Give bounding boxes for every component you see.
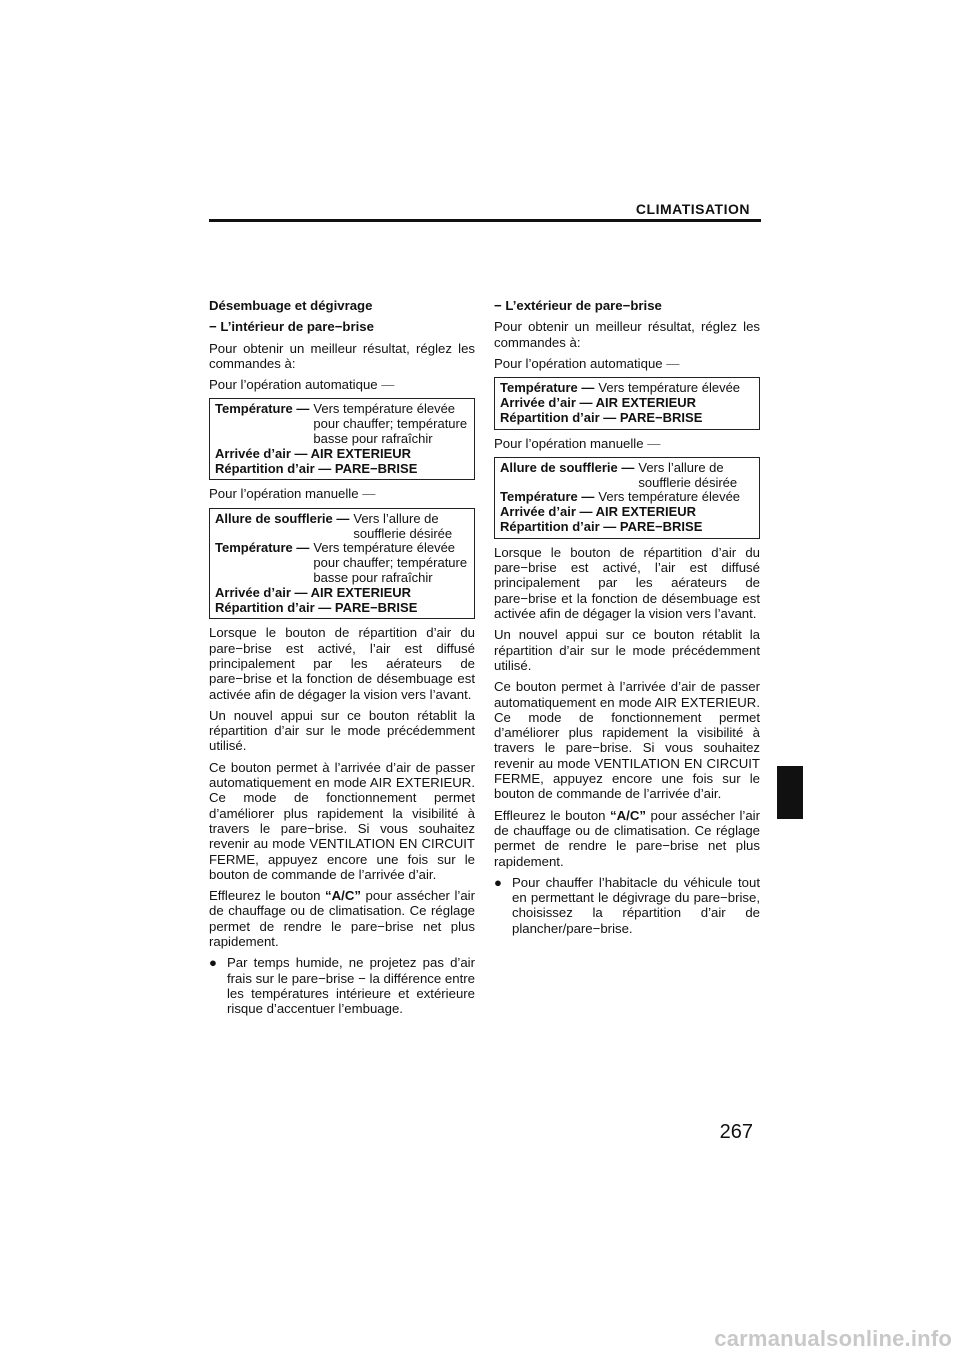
bullet-note: ● Par temps humide, ne projetez pas d’air frais sur le pare−brise − la différence entre les températures intérieure et extérieure risque d’accentuer l’embuage. — [209, 955, 475, 1017]
manual-operation-label: Pour l’opération manuelle — — [494, 435, 661, 451]
paragraph: Ce bouton permet à l’arrivée d’air de passer automatiquement en mode AIR EXTERIEUR. Ce mode de fonctionnement permet d’améliorer plus rapidement la visibilité à travers le pare−brise. Si vous souhaitez revenir au mode VENTILATION EN CIRCUIT FERME, appuyez encore une fois sur le bouton de commande de l’arrivée d’air. — [494, 679, 760, 802]
blower-value: Vers l’allure de soufflerie désirée — [638, 459, 738, 490]
temperature-label: Température — — [500, 489, 595, 505]
ac-button-label: “A/C” — [325, 888, 361, 904]
temperature-label: Température — — [215, 401, 310, 417]
air-distribution-setting: Répartition d’air — PARE−BRISE — [500, 519, 703, 535]
temperature-label: Température — — [500, 380, 595, 396]
bullet-note: ● Pour chauffer l’habitacle du véhicule tout en permettant le dégivrage du pare−brise, choisissez la répartition d’air de plancher/pare−brise. — [494, 874, 760, 936]
bullet-icon: ● — [209, 955, 217, 971]
section-title: CLIMATISATION — [635, 201, 750, 217]
auto-operation-label: Pour l’opération automatique — — [494, 355, 680, 371]
air-intake-setting: Arrivée d’air — AIR EXTERIEUR — [500, 394, 697, 410]
paragraph: Effleurez le bouton “A/C” pour assécher l’air de chauffage ou de climatisation. Ce réglage permet de rendre le pare−brise net plus rapidement. — [209, 888, 476, 949]
blower-value: Vers l’allure de soufflerie désirée — [353, 510, 453, 541]
paragraph: Effleurez le bouton “A/C” pour assécher l’air de chauffage ou de climatisation. Ce réglage permet de rendre le pare−brise net plus rapidement. — [494, 807, 761, 869]
blower-label: Allure de soufflerie — — [500, 459, 635, 475]
air-distribution-setting: Répartition d’air — PARE−BRISE — [215, 599, 418, 615]
air-intake-setting: Arrivée d’air — AIR EXTERIEUR — [215, 584, 412, 600]
paragraph: Lorsque le bouton de répartition d’air du pare−brise est activé, l’air est diffusé principalement par les aérateurs de pare−brise et la fonction de désembuage est activée afin de dégager la vision vers l’avant. — [209, 625, 475, 702]
paragraph: Ce bouton permet à l’arrivée d’air de passer automatiquement en mode AIR EXTERIEUR. Ce mode de fonctionnement permet d’améliorer plus rapidement la visibilité à travers le pare−brise. Si vous souhaitez revenir au mode VENTILATION EN CIRCUIT FERME, appuyez encore une fois sur le bouton de commande de l’arrivée d’air. — [209, 759, 475, 882]
temperature-value: Vers température élevée — [598, 489, 741, 505]
air-intake-setting: Arrivée d’air — AIR EXTERIEUR — [500, 504, 697, 520]
section-heading: Désembuage et dégivrage — [209, 298, 373, 313]
air-distribution-setting: Répartition d’air — PARE−BRISE — [500, 409, 703, 425]
blower-label: Allure de soufflerie — — [215, 510, 350, 526]
page-number: 267 — [719, 1121, 753, 1143]
paragraph: Lorsque le bouton de répartition d’air du pare−brise est activé, l’air est diffusé principalement par les aérateurs de pare−brise et la fonction de désembuage est activée afin de dégager la vision vers l’avant. — [494, 544, 760, 622]
chapter-tab — [777, 766, 803, 819]
air-intake-setting: Arrivée d’air — AIR EXTERIEUR — [215, 445, 412, 461]
auto-operation-label: Pour l’opération automatique — — [209, 377, 395, 393]
temperature-value: Vers température élevée pour chauffer; température basse pour rafraîchir — [313, 401, 468, 447]
left-column — [209, 298, 475, 1022]
right-column — [494, 298, 760, 942]
ac-button-label: “A/C” — [610, 807, 646, 823]
subsection-heading: − L’intérieur de pare−brise — [209, 319, 374, 335]
temperature-label: Température — — [215, 540, 310, 556]
manual-operation-label: Pour l’opération manuelle — — [209, 486, 376, 502]
watermark: carmanualsonline.info — [714, 1326, 952, 1351]
manual-settings-box — [494, 457, 760, 539]
subsection-heading: − L’extérieur de pare−brise — [494, 298, 662, 313]
temperature-value: Vers température élevée — [598, 380, 741, 396]
intro-text: Pour obtenir un meilleur résultat, réglez les commandes à: — [494, 319, 760, 350]
auto-settings-box — [209, 398, 475, 480]
temperature-value: Vers température élevée pour chauffer; température basse pour rafraîchir — [313, 540, 468, 585]
paragraph: Un nouvel appui sur ce bouton rétablit la répartition d’air sur le mode précédemment utilisé. — [494, 627, 760, 673]
header-rule — [209, 219, 761, 222]
manual-settings-box — [209, 508, 475, 620]
intro-text: Pour obtenir un meilleur résultat, réglez les commandes à: — [209, 340, 475, 371]
air-distribution-setting: Répartition d’air — PARE−BRISE — [215, 460, 418, 476]
auto-settings-box — [494, 377, 760, 429]
bullet-icon: ● — [494, 874, 502, 890]
paragraph: Un nouvel appui sur ce bouton rétablit la répartition d’air sur le mode précédemment utilisé. — [209, 707, 475, 754]
